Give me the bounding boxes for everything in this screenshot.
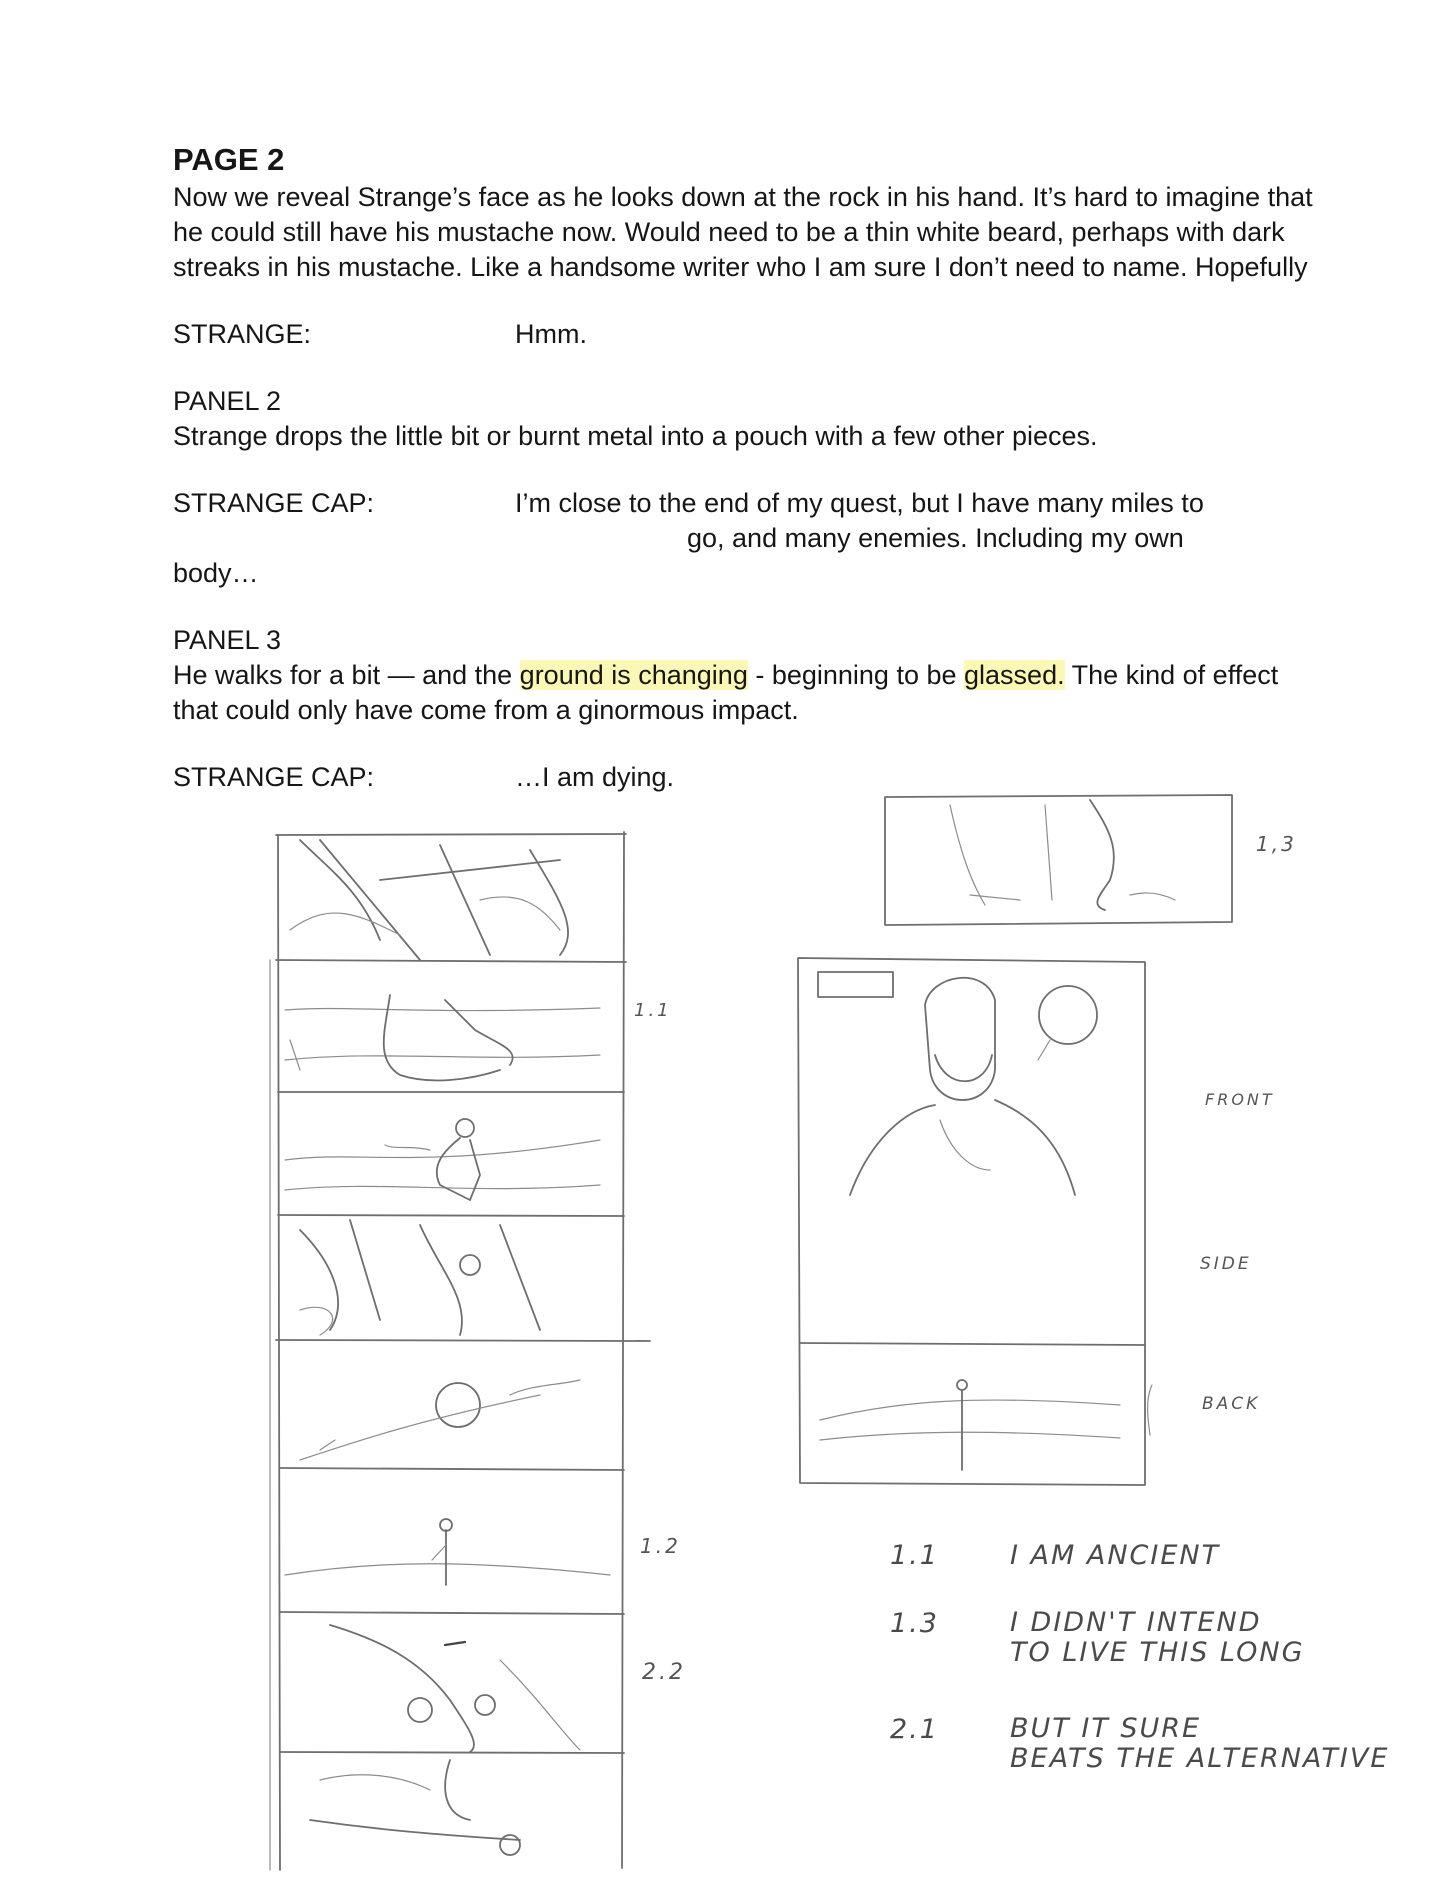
sketch-panel-closeup-hands <box>300 1220 540 1335</box>
speaker-label: STRANGE CAP: <box>173 488 375 518</box>
label-back: BACK <box>1202 1394 1261 1414</box>
panel-2-description: Strange drops the little bit or burnt metal into a pouch with a few other pieces. <box>173 421 1098 451</box>
sketch-panel-standing-figure <box>285 1519 610 1585</box>
note-2-1: 2.1 BUT IT SURE BEATS THE ALTERNATIVE <box>890 1713 1390 1774</box>
note-1-1: 1.1 I AM ANCIENT <box>890 1540 1221 1571</box>
thumb-label-2-2: 2.2 <box>642 1660 686 1685</box>
sketch-panel-feet <box>290 840 568 960</box>
dialogue-line: Hmm. <box>515 319 587 349</box>
thumb-label-1-1: 1.1 <box>634 1000 672 1021</box>
handwritten-notes <box>890 1540 1450 1784</box>
thumb-label-1-2: 1.2 <box>640 1534 681 1558</box>
sketch-panel-boots <box>285 995 600 1080</box>
speaker-label: STRANGE: <box>173 319 312 349</box>
speaker-label: STRANGE CAP: <box>173 762 375 792</box>
left-thumbnail-strip <box>270 832 650 1870</box>
caption-line-2: go, and many enemies. Including my own <box>687 523 1184 553</box>
highlight-ground: ground is changing <box>519 660 748 690</box>
panel-3-description: He walks for a bit — and the ground is changing - beginning to be glassed. The kind of effect that could only have come from a ginormous impact. <box>173 660 1279 725</box>
thumb-label-1-3: 1,3 <box>1256 832 1297 856</box>
label-side: SIDE <box>1200 1254 1252 1274</box>
portrait-thumbnail <box>798 958 1152 1485</box>
sketch-panel-pouch <box>330 1625 580 1752</box>
caption-line: …I am dying. <box>515 762 675 792</box>
label-front: FRONT <box>1205 1090 1275 1109</box>
caption-line-1: I’m close to the end of my quest, but I have many miles to <box>515 488 1204 518</box>
page-heading: PAGE 2 <box>173 142 285 177</box>
note-1-3: 1.3 I DIDN'T INTEND TO LIVE THIS LONG <box>890 1607 1305 1668</box>
caption-line-3: body… <box>173 558 259 588</box>
panel-2-heading: PANEL 2 <box>173 386 282 416</box>
panel-1-3-thumbnail <box>885 795 1232 925</box>
sketch-panel-planet <box>300 1380 580 1460</box>
sketch-panel-closeup-bottom <box>310 1760 520 1855</box>
page-intro: Now we reveal Strange’s face as he looks down at the rock in his hand. It’s hard to imagine that he could still have his mustache now. Would need to be a thin white beard, perhaps with dark streaks in his mustache. Like a handsome writer who I am sure I don’t need to name. Hopefully <box>173 182 1313 282</box>
highlight-glassed: glassed. <box>964 660 1065 690</box>
sketch-panel-walking-figure <box>285 1119 600 1200</box>
panel-3-heading: PANEL 3 <box>173 625 282 655</box>
